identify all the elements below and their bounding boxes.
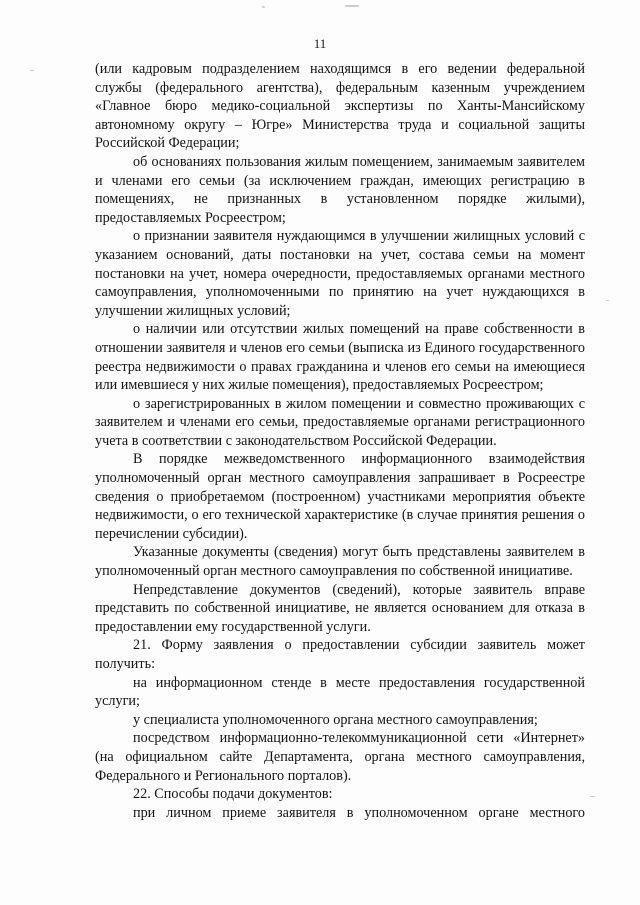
document-body xyxy=(95,60,585,822)
paragraph-own-initiative: Указанные документы (сведения) могут быть представлены заявителем в уполномоченный орган местного самоуправления по собственной инициативе. xyxy=(95,544,585,580)
scan-speck xyxy=(262,6,265,8)
paragraph-item-22: 22. Способы подачи документов: xyxy=(133,786,333,803)
paragraph-interagency-request: В порядке межведомственного информационного взаимодействия уполномоченный орган местного самоуправления запрашивает в Росреестре сведения о приобретаемом (построенном) участниками мероприятия объекте недвижимости, о его технической характеристике (в случае принятия решения о перечислении субсидии). xyxy=(95,451,585,542)
paragraph-property-ownership: о наличии или отсутствии жилых помещений на праве собственности в отношении заявителя и членов его семьи (выписка из Единого государственного реестра недвижимости о правах гражданина и членов его семьи на имеющиеся или имевшиеся у них жилые помещения), предоставляемых Росреестром; xyxy=(95,321,585,394)
paragraph-non-submission: Непредставление документов (сведений), которые заявитель вправе представить по собственной инициативе, не является основанием для отказа в предоставлении ему государственной услуги. xyxy=(95,581,585,635)
paragraph-specialist: у специалиста уполномоченного органа местного самоуправления; xyxy=(133,711,538,728)
paragraph-registered-residents: о зарегистрированных в жилом помещении и совместно проживающих с заявителем и членами его семьи, предоставляемые органами регистрационного учета в соответствии с законодательством Российской Федерации. xyxy=(95,395,585,449)
paragraph-housing-basis: об основаниях пользования жилым помещением, занимаемым заявителем и членами его семьи (за исключением граждан, имеющих регистрацию в помещениях, не признанных в установленном порядке жилыми), предоставляемых Росреестром; xyxy=(95,153,585,226)
scan-speck xyxy=(345,5,359,7)
paragraph-internet: посредством информационно-телекоммуникационной сети «Интернет» (на официальном сайте Департамента, органа местного самоуправления, Федерального и Регионального порталов). xyxy=(95,730,585,784)
paragraph-continuation: (или кадровым подразделением находящимся в его ведении федеральной службы (федерального агентства), федеральным казенным учреждением «Главное бюро медико-социальной экспертизы по Ханты-Мансийскому автономному округу – Югре» Министерства труда и социальной защиты Российской Федерации; xyxy=(95,61,585,152)
paragraph-item-21: 21. Форму заявления о предоставлении субсидии заявитель может получить: xyxy=(95,637,585,672)
page-number: 11 xyxy=(313,36,327,51)
scan-speck xyxy=(590,796,595,797)
paragraph-needs-recognition: о признании заявителя нуждающимся в улучшении жилищных условий с указанием оснований, даты постановки на учет, состава семьи на момент постановки на учет, номера очередности, предоставляемых органами местного самоуправления, уполномоченными по принятию на учет нуждающихся в улучшении жилищных условий; xyxy=(95,228,585,319)
scan-speck xyxy=(606,300,609,301)
scan-speck xyxy=(30,70,34,71)
paragraph-personal-reception: при личном приеме заявителя в уполномоченном органе местного xyxy=(133,804,585,821)
paragraph-info-stand: на информационном стенде в месте предоставления государственной услуги; xyxy=(95,674,585,710)
